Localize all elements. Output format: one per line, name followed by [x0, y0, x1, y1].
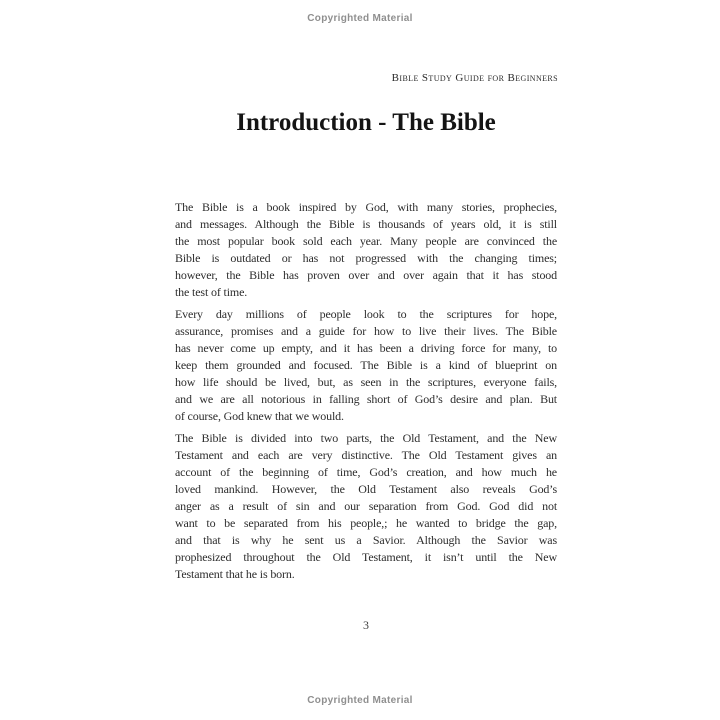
body-line: has never come up empty, and it has been a driving force for many, to — [175, 341, 557, 355]
body-line: and that is why he sent us a Savior. Although the Savior was — [175, 533, 557, 547]
paragraph — [175, 306, 557, 425]
body-line: want to be separated from his people,; he wanted to bridge the gap, — [175, 516, 557, 530]
body-line: Testament that he is born. — [175, 567, 295, 581]
body-line: of course, God knew that we would. — [175, 409, 344, 423]
paragraph — [175, 430, 557, 583]
body-line: however, the Bible has proven over and over again that it has stood — [175, 268, 557, 282]
paragraph — [175, 199, 557, 301]
body-line: keep them grounded and focused. The Bible is a kind of blueprint on — [175, 358, 557, 372]
body-line: the test of time. — [175, 285, 248, 299]
page-number: 3 — [363, 618, 369, 632]
body-text — [175, 199, 557, 583]
body-line: Every day millions of people look to the scriptures for hope, — [175, 307, 557, 321]
body-line: and messages. Although the Bible is thousands of years old, it is still — [175, 217, 557, 231]
body-line: the most popular book sold each year. Many people are convinced the — [175, 234, 557, 248]
body-line: and we are all notorious in falling short of God’s desire and plan. But — [175, 392, 557, 406]
running-header: Bible Study Guide for Beginners — [391, 72, 558, 84]
body-line: The Bible is a book inspired by God, with many stories, prophecies, — [175, 200, 557, 214]
copyright-notice-top: Copyrighted Material — [307, 13, 413, 24]
body-line: prophesized throughout the Old Testament, it isn’t until the New — [175, 550, 557, 564]
body-line: assurance, promises and a guide for how to live their lives. The Bible — [175, 324, 557, 338]
body-line: Testament and each are very distinctive. The Old Testament gives an — [175, 448, 557, 462]
body-line: Bible is outdated or has not progressed with the changing times; — [175, 251, 557, 265]
body-line: loved mankind. However, the Old Testament also reveals God’s — [175, 482, 557, 496]
chapter-title: Introduction - The Bible — [236, 109, 496, 136]
copyright-notice-bottom: Copyrighted Material — [307, 695, 413, 706]
body-line: account of the beginning of time, God’s creation, and how much he — [175, 465, 557, 479]
body-line: anger as a result of sin and our separation from God. God did not — [175, 499, 557, 513]
body-line: The Bible is divided into two parts, the Old Testament, and the New — [175, 431, 557, 445]
body-line: how life should be lived, but, as seen in the scriptures, everyone fails, — [175, 375, 557, 389]
